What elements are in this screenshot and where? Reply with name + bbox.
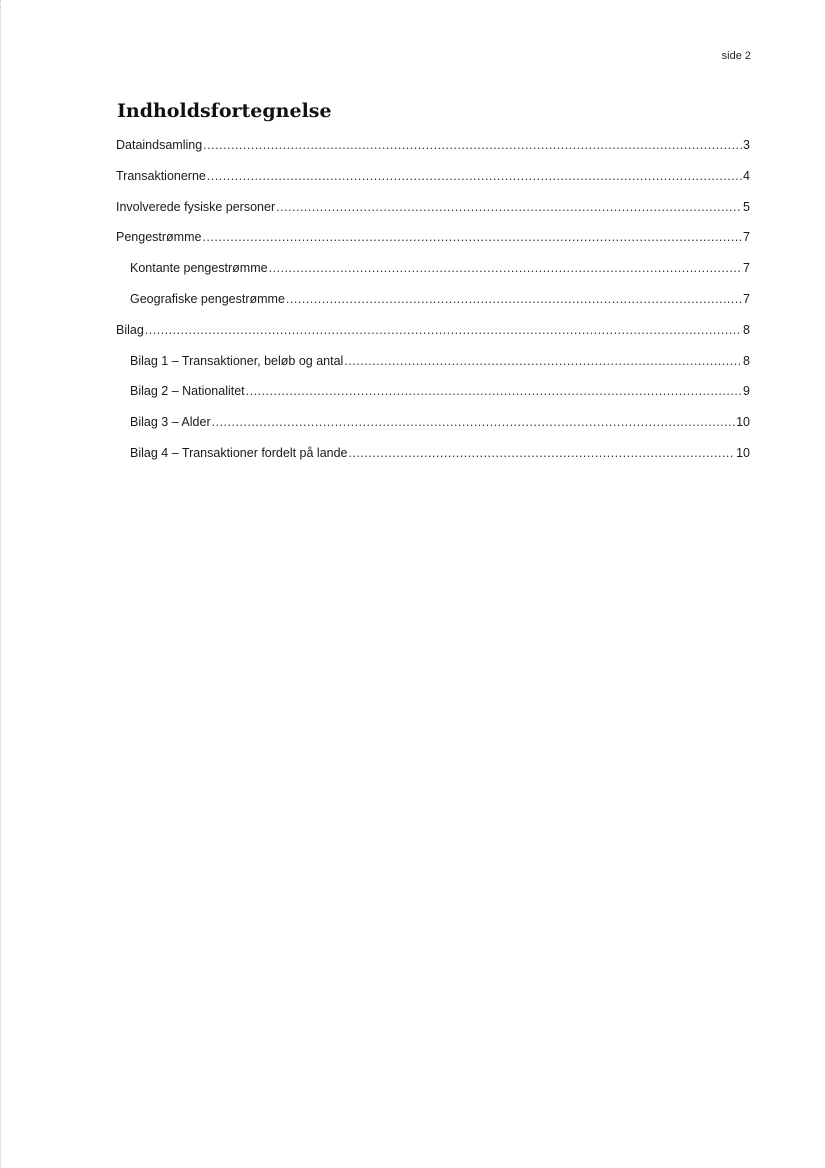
toc-entry-kontante-pengestromme[interactable] (116, 259, 750, 290)
dot-leader (145, 321, 742, 339)
toc-entry-bilag-3[interactable] (116, 413, 750, 444)
page-number-label: side 2 (721, 50, 751, 62)
toc-entry-bilag-4[interactable] (116, 444, 750, 475)
toc-entry-page: 9 (743, 384, 750, 399)
toc-entry-label: Transaktionerne (116, 168, 206, 183)
table-of-contents (116, 136, 750, 475)
dot-leader (203, 136, 742, 154)
dot-leader (246, 382, 742, 400)
toc-entry-label: Involverede fysiske personer (116, 199, 276, 214)
dot-leader (349, 444, 736, 462)
toc-entry-page: 3 (743, 138, 750, 152)
toc-entry-page: 5 (743, 199, 750, 214)
dot-leader (276, 198, 742, 216)
toc-entry-bilag-1[interactable] (116, 352, 750, 383)
dot-leader (286, 290, 742, 308)
toc-entry-bilag[interactable] (116, 321, 750, 352)
toc-entry-bilag-2[interactable] (116, 382, 750, 413)
toc-entry-page: 7 (743, 291, 750, 306)
toc-entry-page: 10 (736, 445, 750, 460)
toc-entry-page: 7 (743, 230, 750, 245)
toc-entry-page: 4 (743, 168, 750, 183)
toc-entry-label: Dataindsamling (116, 138, 203, 152)
dot-leader (344, 352, 742, 370)
scan-page-edge (0, 0, 3, 1168)
toc-entry-involverede-personer[interactable] (116, 198, 750, 229)
toc-entry-page: 7 (743, 261, 750, 276)
toc-entry-label: Kontante pengestrømme (130, 261, 268, 276)
toc-entry-pengestromme[interactable] (116, 228, 750, 259)
toc-entry-transaktionerne[interactable] (116, 167, 750, 198)
toc-entry-page: 8 (743, 322, 750, 337)
dot-leader (202, 228, 742, 246)
toc-entry-page: 8 (743, 353, 750, 368)
toc-entry-geografiske-pengestromme[interactable] (116, 290, 750, 321)
toc-entry-label: Bilag 2 – Nationalitet (130, 384, 245, 399)
toc-entry-label: Bilag 4 – Transaktioner fordelt på lande (130, 445, 348, 460)
dot-leader (212, 413, 735, 431)
toc-entry-page: 10 (736, 415, 750, 430)
dot-leader (207, 167, 742, 185)
toc-entry-dataindsamling[interactable] (116, 136, 750, 167)
toc-entry-label: Bilag (116, 322, 144, 337)
dot-leader (269, 259, 742, 277)
toc-title: Indholdsfortegnelse (117, 100, 332, 122)
toc-entry-label: Bilag 3 – Alder (130, 415, 211, 430)
toc-entry-label: Geografiske pengestrømme (130, 291, 285, 306)
toc-entry-label: Bilag 1 – Transaktioner, beløb og antal (130, 353, 344, 368)
toc-entry-label: Pengestrømme (116, 230, 202, 245)
